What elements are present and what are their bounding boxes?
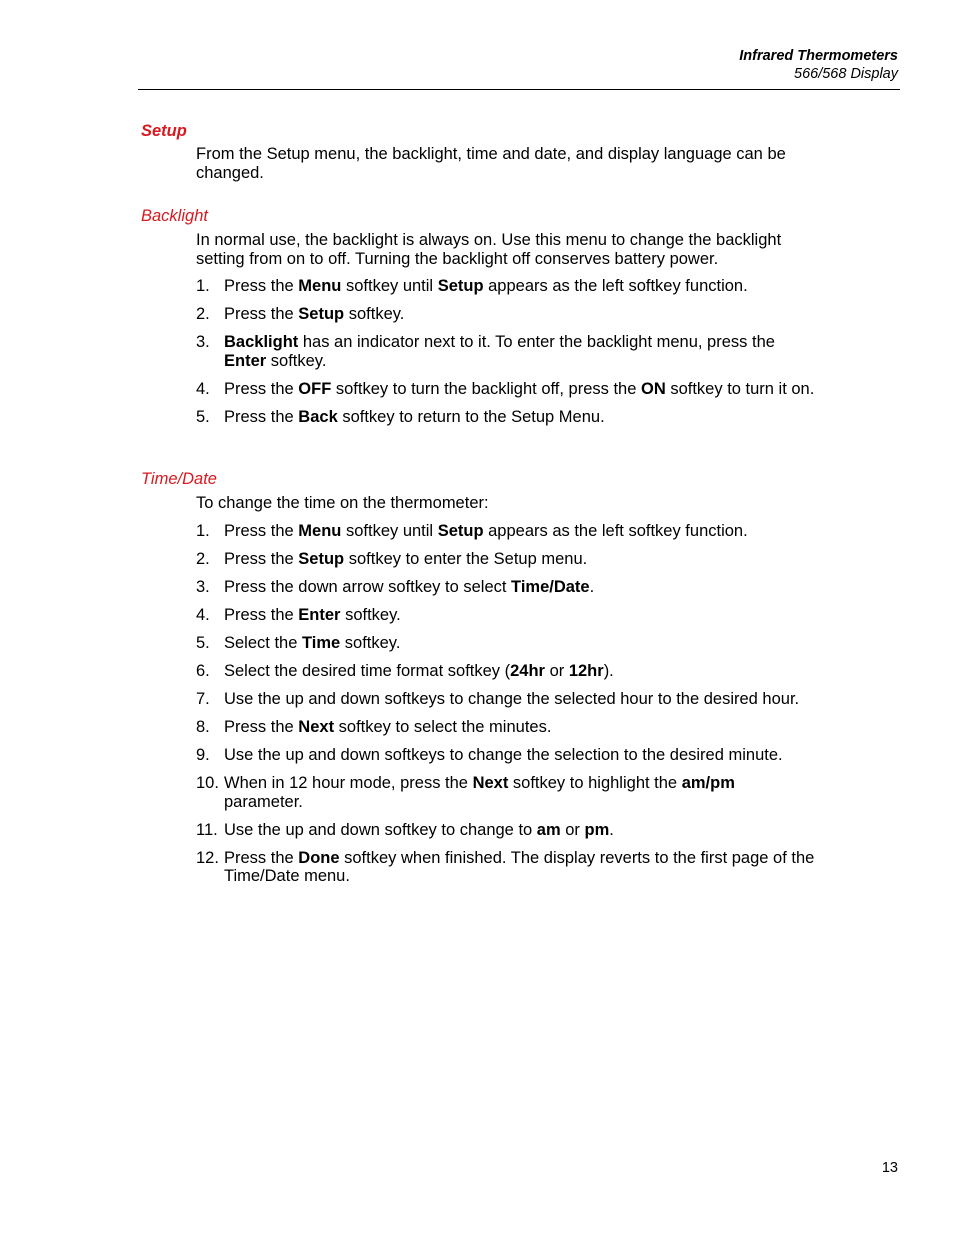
page-header	[739, 47, 898, 83]
step-text: Press the Setup softkey.	[224, 305, 405, 323]
setup-heading: Setup	[141, 122, 187, 140]
timedate-step-6	[196, 662, 816, 681]
step-number: 6.	[196, 662, 210, 680]
step-number: 1.	[196, 277, 210, 295]
timedate-step-11	[196, 821, 816, 840]
timedate-step-3	[196, 578, 816, 597]
backlight-intro: In normal use, the backlight is always on. Use this menu to change the backlight setting from on to off. Turning the backlight off conserves battery power.	[196, 231, 782, 268]
timedate-step-2	[196, 550, 816, 569]
timedate-step-1	[196, 522, 816, 541]
timedate-step-12	[196, 849, 816, 886]
header-title: Infrared Thermometers	[739, 48, 898, 64]
setup-intro: From the Setup menu, the backlight, time and date, and display language can be changed.	[196, 145, 786, 182]
backlight-step-2	[196, 305, 816, 324]
step-text: Backlight has an indicator next to it. To enter the backlight menu, press the Enter softkey.	[224, 333, 775, 370]
step-number: 4.	[196, 379, 210, 398]
step-number: 9.	[196, 746, 210, 764]
step-text: Press the Menu softkey until Setup appears as the left softkey function.	[224, 277, 748, 295]
step-text: Press the Enter softkey.	[224, 606, 401, 624]
step-number: 3.	[196, 333, 210, 351]
step-text: Press the Setup softkey to enter the Setup menu.	[224, 550, 588, 568]
backlight-steps-list	[196, 277, 816, 436]
step-number: 5.	[196, 634, 210, 652]
step-text: Use the up and down softkey to change to am or pm.	[224, 820, 614, 839]
timedate-step-8	[196, 718, 816, 737]
step-text: Select the desired time format softkey (24hr or 12hr).	[224, 662, 614, 680]
step-number: 2.	[196, 305, 210, 323]
timedate-step-5	[196, 634, 816, 653]
step-number: 12.	[196, 848, 219, 867]
backlight-step-1	[196, 277, 816, 296]
timedate-step-7	[196, 690, 816, 709]
step-text: Press the Back softkey to return to the Setup Menu.	[224, 407, 605, 426]
timedate-intro: To change the time on the thermometer:	[196, 494, 489, 512]
timedate-heading: Time/Date	[141, 470, 217, 488]
step-text: When in 12 hour mode, press the Next softkey to highlight the am/pm parameter.	[224, 774, 735, 811]
backlight-heading: Backlight	[141, 207, 208, 225]
step-number: 1.	[196, 522, 210, 540]
step-number: 5.	[196, 407, 210, 426]
step-number: 2.	[196, 550, 210, 568]
step-number: 3.	[196, 578, 210, 596]
header-subtitle: 566/568 Display	[794, 66, 898, 82]
timedate-step-9	[196, 746, 816, 765]
header-rule	[138, 89, 900, 90]
step-number: 7.	[196, 690, 210, 708]
step-text: Press the down arrow softkey to select Time/Date.	[224, 578, 595, 596]
page-number: 13	[881, 1160, 898, 1176]
step-text: Press the Menu softkey until Setup appears as the left softkey function.	[224, 522, 748, 540]
step-number: 11.	[196, 820, 218, 839]
step-text: Select the Time softkey.	[224, 634, 401, 652]
step-text: Press the OFF softkey to turn the backlight off, press the ON softkey to turn it on.	[224, 379, 815, 398]
timedate-step-10	[196, 774, 816, 811]
step-number: 4.	[196, 606, 210, 624]
step-number: 8.	[196, 718, 210, 736]
step-text: Use the up and down softkeys to change the selected hour to the desired hour.	[224, 690, 800, 708]
backlight-step-4	[196, 380, 816, 399]
step-text: Use the up and down softkeys to change the selection to the desired minute.	[224, 746, 783, 764]
step-number: 10.	[196, 774, 219, 792]
step-text: Press the Next softkey to select the minutes.	[224, 718, 552, 736]
timedate-steps-list	[196, 522, 816, 895]
backlight-step-3	[196, 333, 816, 370]
step-text: Press the Done softkey when finished. The display reverts to the first page of the Time/Date menu.	[224, 848, 815, 885]
backlight-step-5	[196, 408, 816, 427]
timedate-step-4	[196, 606, 816, 625]
